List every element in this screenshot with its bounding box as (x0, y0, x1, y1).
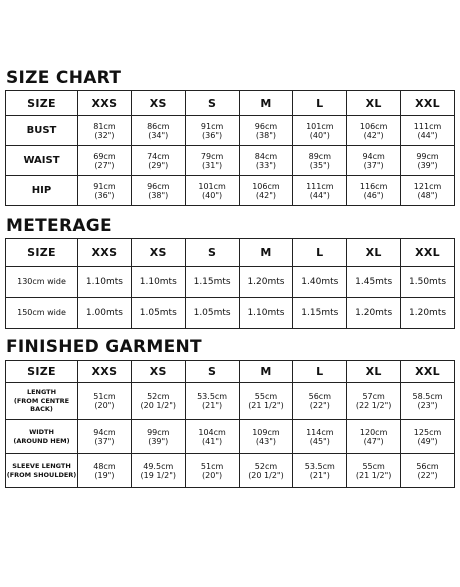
size-m-header: M (239, 239, 293, 267)
table-cell: 91cm (36") (78, 176, 132, 206)
row-label-bust: BUST (6, 116, 78, 146)
size-xxl-header: XXL (401, 91, 455, 116)
size-chart-row-hip (6, 176, 455, 206)
table-cell: 111cm (44") (401, 116, 455, 146)
size-xl-header: XL (347, 361, 401, 383)
size-xxs-header: XXS (78, 239, 132, 267)
meterage-row-130 (6, 267, 455, 298)
size-xl-header: XL (347, 239, 401, 267)
size-header-label: SIZE (6, 91, 78, 116)
table-cell: 84cm (33") (239, 146, 293, 176)
table-cell: 57cm (22 1/2") (347, 383, 401, 420)
table-cell: 1.05mts (131, 298, 185, 329)
table-cell: 121cm (48") (401, 176, 455, 206)
table-cell: 49.5cm (19 1/2") (131, 454, 185, 488)
table-cell: 1.05mts (185, 298, 239, 329)
table-cell: 1.15mts (293, 298, 347, 329)
table-cell: 1.00mts (78, 298, 132, 329)
table-cell: 116cm (46") (347, 176, 401, 206)
table-cell: 55cm (21 1/2") (347, 454, 401, 488)
table-cell: 52cm (20 1/2") (131, 383, 185, 420)
table-cell: 1.20mts (401, 298, 455, 329)
table-cell: 120cm (47") (347, 420, 401, 454)
meterage-title: METERAGE (6, 216, 112, 236)
table-cell: 1.15mts (185, 267, 239, 298)
size-chart-row-bust (6, 116, 455, 146)
row-label-sleeve-length: SLEEVE LENGTH (FROM SHOULDER) (6, 454, 78, 488)
row-label-waist: WAIST (6, 146, 78, 176)
table-cell: 125cm (49") (401, 420, 455, 454)
table-cell: 69cm (27") (78, 146, 132, 176)
table-cell: 101cm (40") (293, 116, 347, 146)
table-cell: 1.10mts (131, 267, 185, 298)
table-cell: 104cm (41") (185, 420, 239, 454)
size-xs-header: XS (131, 91, 185, 116)
size-xxs-header: XXS (78, 91, 132, 116)
meterage-header-label: SIZE (6, 239, 78, 267)
table-cell: 81cm (32") (78, 116, 132, 146)
finished-garment-table (5, 360, 455, 488)
table-cell: 79cm (31") (185, 146, 239, 176)
size-l-header: L (293, 361, 347, 383)
table-cell: 101cm (40") (185, 176, 239, 206)
size-xs-header: XS (131, 361, 185, 383)
table-cell: 51cm (20") (78, 383, 132, 420)
table-cell: 58.5cm (23") (401, 383, 455, 420)
finished-header-label: SIZE (6, 361, 78, 383)
table-cell: 74cm (29") (131, 146, 185, 176)
finished-garment-title: FINISHED GARMENT (6, 337, 202, 357)
table-cell: 53.5cm (21") (185, 383, 239, 420)
table-cell: 91cm (36") (185, 116, 239, 146)
size-xxl-header: XXL (401, 239, 455, 267)
meterage-table (5, 238, 455, 329)
table-cell: 99cm (39") (401, 146, 455, 176)
table-cell: 106cm (42") (347, 116, 401, 146)
table-cell: 86cm (34") (131, 116, 185, 146)
size-xxs-header: XXS (78, 361, 132, 383)
finished-row-length (6, 383, 455, 420)
row-label-width: WIDTH (AROUND HEM) (6, 420, 78, 454)
finished-row-sleeve (6, 454, 455, 488)
table-cell: 53.5cm (21") (293, 454, 347, 488)
size-m-header: M (239, 361, 293, 383)
size-chart-title: SIZE CHART (6, 68, 122, 88)
row-label-130cm-wide: 130cm wide (6, 267, 78, 298)
finished-row-width (6, 420, 455, 454)
table-cell: 109cm (43") (239, 420, 293, 454)
table-cell: 89cm (35") (293, 146, 347, 176)
table-cell: 1.40mts (293, 267, 347, 298)
table-cell: 111cm (44") (293, 176, 347, 206)
size-l-header: L (293, 91, 347, 116)
row-label-hip: HIP (6, 176, 78, 206)
table-cell: 1.10mts (239, 298, 293, 329)
table-cell: 94cm (37") (78, 420, 132, 454)
row-label-150cm-wide: 150cm wide (6, 298, 78, 329)
size-xxl-header: XXL (401, 361, 455, 383)
table-cell: 1.20mts (347, 298, 401, 329)
size-xs-header: XS (131, 239, 185, 267)
size-chart-row-waist (6, 146, 455, 176)
table-cell: 1.50mts (401, 267, 455, 298)
size-chart-table (5, 90, 455, 206)
size-xl-header: XL (347, 91, 401, 116)
table-cell: 1.20mts (239, 267, 293, 298)
size-chart-header-row (6, 91, 455, 116)
table-cell: 99cm (39") (131, 420, 185, 454)
table-cell: 51cm (20") (185, 454, 239, 488)
size-l-header: L (293, 239, 347, 267)
meterage-row-150 (6, 298, 455, 329)
table-cell: 114cm (45") (293, 420, 347, 454)
finished-header-row (6, 361, 455, 383)
table-cell: 96cm (38") (239, 116, 293, 146)
table-cell: 55cm (21 1/2") (239, 383, 293, 420)
table-cell: 94cm (37") (347, 146, 401, 176)
size-s-header: S (185, 239, 239, 267)
table-cell: 106cm (42") (239, 176, 293, 206)
table-cell: 96cm (38") (131, 176, 185, 206)
table-cell: 52cm (20 1/2") (239, 454, 293, 488)
table-cell: 1.10mts (78, 267, 132, 298)
table-cell: 48cm (19") (78, 454, 132, 488)
meterage-header-row (6, 239, 455, 267)
table-cell: 1.45mts (347, 267, 401, 298)
size-s-header: S (185, 361, 239, 383)
row-label-length: LENGTH (FROM CENTRE BACK) (6, 383, 78, 420)
size-m-header: M (239, 91, 293, 116)
table-cell: 56cm (22") (401, 454, 455, 488)
size-s-header: S (185, 91, 239, 116)
table-cell: 56cm (22") (293, 383, 347, 420)
